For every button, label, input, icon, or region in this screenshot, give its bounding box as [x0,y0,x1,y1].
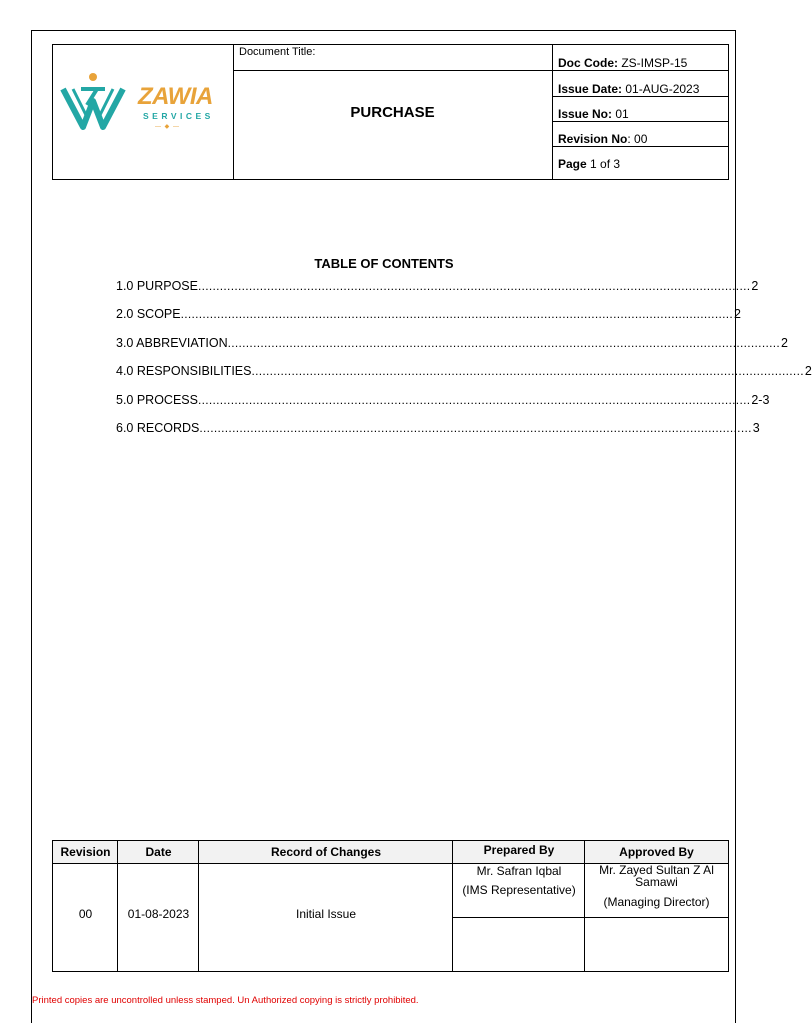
company-logo-icon [61,71,133,145]
logo-cell [53,45,234,179]
issue-date-row [552,71,728,97]
toc-dot-leader: ........................................................................................................................................................ [251,364,804,379]
footer-note: Printed copies are uncontrolled unless stamped. Un Authorized copying is strictly prohibited. [32,995,419,1006]
issue-date-label: Issue Date: [558,82,623,96]
page-value: 1 of 3 [586,157,621,171]
header-record-of-changes: Record of Changes [270,845,381,859]
col-prepared [453,841,585,971]
issue-no-label: Issue No: [558,107,613,121]
cell-approved-name: Mr. Zayed Sultan Z Al Samawi [599,863,714,889]
company-subtitle: SERVICES [143,111,214,121]
doc-code-value: ZS-IMSP-15 [618,56,688,70]
issue-no-value: 01 [612,107,629,121]
toc-item-page: 2 [781,335,788,350]
header-prepared-by: Prepared By [483,843,555,857]
revision-no-label: Revision No [558,132,628,146]
toc-item-label: 2.0 SCOPE [116,307,181,322]
title-cell [233,45,553,179]
cell-prepared-name: Mr. Safran Iqbal [476,864,562,878]
page-row [552,147,728,179]
toc-item-label: 3.0 ABBREVIATION [116,335,228,350]
document-header [52,44,729,180]
header-date: Date [145,845,172,859]
revision-table [52,840,729,972]
toc-item-page: 3 [752,420,760,435]
header-approved-by: Approved By [619,845,694,859]
header-revision: Revision [60,845,111,859]
cell-prepared-role: (IMS Representative) [462,883,576,897]
title-label: Document Title: [239,46,316,58]
page-label: Page [558,157,587,171]
toc-item-purpose[interactable] [116,279,759,307]
toc-item-page: 2 [804,364,812,379]
cell-changes: Initial Issue [295,907,357,921]
company-name: ZAWIA [138,83,213,110]
toc-item-page: 2-3 [751,392,770,407]
toc-item-page: 2 [734,307,741,322]
toc-title: TABLE OF CONTENTS [314,256,454,271]
toc-item-page: 2 [751,279,759,293]
toc-item-scope[interactable] [116,307,741,335]
col-changes [199,841,453,971]
cell-revision: 00 [78,907,93,921]
revision-no-value: : 00 [627,132,648,146]
toc-item-responsibilities[interactable] [116,364,812,392]
col-revision [53,841,118,971]
document-title: PURCHASE [350,104,435,121]
toc-dot-leader: ........................................................................................................................................................ [197,279,751,293]
toc-item-records[interactable] [116,420,760,449]
toc-item-abbreviation[interactable] [116,335,788,364]
issue-date-value: 01-AUG-2023 [622,82,700,96]
toc-dot-leader: ........................................................................................................................................................ [197,392,751,407]
toc-dot-leader: ........................................................................................................................................................ [180,307,733,322]
revision-no-row [552,122,728,147]
toc-item-label: 1.0 PURPOSE [116,279,198,293]
col-date [118,841,199,971]
toc-item-process[interactable] [116,392,770,421]
toc-dot-leader: ........................................................................................................................................................ [199,420,752,435]
meta-cell [552,45,728,179]
table-of-contents [116,279,812,449]
toc-item-label: 4.0 RESPONSIBILITIES [116,364,252,379]
toc-item-label: 6.0 RECORDS [116,420,200,435]
cell-date: 01-08-2023 [127,907,190,921]
signature-divider [453,917,728,918]
cell-approved-role: (Managing Director) [603,895,710,909]
divider [233,70,552,71]
doc-code-label: Doc Code: [558,56,618,70]
toc-dot-leader: ........................................................................................................................................................ [227,335,780,350]
logo-decoration-icon: — ◆ — [155,124,180,130]
issue-no-row [552,97,728,122]
toc-item-label: 5.0 PROCESS [116,392,198,407]
doc-code-row [552,45,728,71]
